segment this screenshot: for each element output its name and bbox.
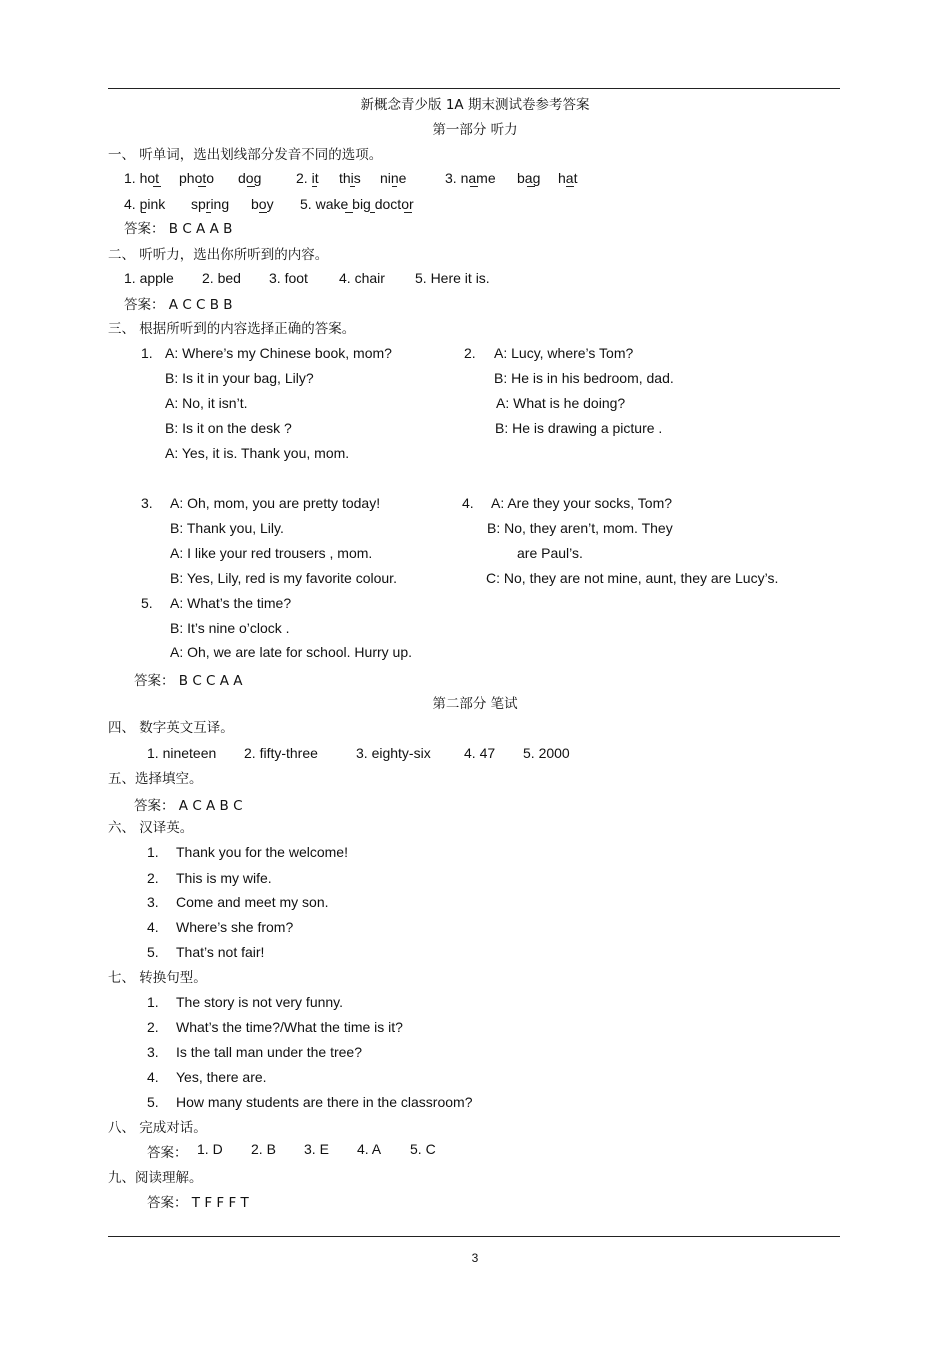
s7-num: 1. — [147, 994, 159, 1010]
s4-item-1: 1. nineteen — [147, 745, 217, 761]
s3-d3-num: 3. — [141, 495, 153, 511]
s4-item-2: 2. fifty-three — [244, 745, 318, 761]
s1-q5-word1: wake — [315, 196, 349, 212]
underline-mark — [470, 186, 478, 187]
s6-num: 1. — [147, 844, 159, 860]
s3-d2-num: 2. — [464, 345, 476, 361]
s7-num: 5. — [147, 1094, 159, 1110]
s3-d4-line: are Paul’s. — [517, 545, 583, 561]
s4-item-5: 5. 2000 — [523, 745, 570, 761]
s1-q1 — [124, 170, 159, 186]
s8-answer: 5. C — [410, 1141, 436, 1157]
s4-item-4: 4. 47 — [464, 745, 496, 761]
s1-q1-num: 1. — [124, 170, 136, 186]
s3-d2-line: A: What is he doing? — [496, 395, 626, 411]
section3-answer: 答案： B C C A A — [134, 673, 243, 689]
s1-q3-word3: hat — [558, 170, 578, 186]
section4-heading: 四、 数字英文互译。 — [108, 720, 234, 736]
s7-text: The story is not very funny. — [176, 994, 344, 1010]
s7-text: How many students are there in the classroom? — [176, 1094, 473, 1110]
section3-heading: 三、 根据所听到的内容选择正确的答案。 — [108, 321, 356, 337]
underline-mark — [206, 212, 211, 213]
s3-d2-line: A: Lucy, where’s Tom? — [494, 345, 634, 361]
s3-d1-line: A: No, it isn’t. — [165, 395, 248, 411]
s6-text: Come and meet my son. — [176, 894, 329, 910]
section5-answer: 答案： A C A B C — [134, 798, 243, 814]
s7-text: Is the tall man under the tree? — [176, 1044, 362, 1060]
s1-q4-word2: spring — [191, 196, 230, 212]
s3-d3-line: B: Thank you, Lily. — [170, 520, 284, 536]
section1-answer: 答案： B C A A B — [124, 221, 233, 237]
underline-mark — [350, 186, 355, 187]
s1-q4 — [124, 196, 165, 212]
s6-num: 4. — [147, 919, 159, 935]
s1-q3-word2: bag — [517, 170, 541, 186]
s1-q1-word3: dog — [238, 170, 262, 186]
s1-q3-word1: name — [460, 170, 496, 186]
s3-d2-line: B: He is drawing a picture . — [495, 420, 663, 436]
s1-q5-word2: big — [352, 196, 371, 212]
s2-item-1: 1. apple — [124, 270, 174, 286]
s7-num: 2. — [147, 1019, 159, 1035]
s1-q2-num: 2. — [296, 170, 308, 186]
s3-d4-line: B: No, they aren’t, mom. They — [487, 520, 673, 536]
s1-q3-num: 3. — [445, 170, 457, 186]
s1-q1-word2: photo — [179, 170, 215, 186]
section8-heading: 八、 完成对话。 — [108, 1120, 207, 1136]
s3-d1-line: B: Is it in your bag, Lily? — [165, 370, 314, 386]
s7-num: 3. — [147, 1044, 159, 1060]
underline-mark — [312, 186, 317, 187]
s1-q4-num: 4. — [124, 196, 136, 212]
page-number: 3 — [471, 1251, 479, 1265]
s6-num: 5. — [147, 944, 159, 960]
s8-answer: 4. A — [357, 1141, 382, 1157]
s3-d4-num: 4. — [462, 495, 474, 511]
s6-text: Where’s she from? — [176, 919, 294, 935]
s1-q4-word1: pink — [139, 196, 166, 212]
underline-mark — [259, 212, 267, 213]
s3-d2-line: B: He is in his bedroom, dad. — [494, 370, 674, 386]
s3-d5-num: 5. — [141, 595, 153, 611]
section9-heading: 九、阅读理解。 — [108, 1170, 203, 1186]
s3-d5-line: A: Oh, we are late for school. Hurry up. — [170, 644, 412, 660]
s3-d1-line: B: Is it on the desk ? — [165, 420, 292, 436]
s7-text: Yes, there are. — [176, 1069, 267, 1085]
s1-q4-word3: boy — [251, 196, 274, 212]
s3-d1-num: 1. — [141, 345, 153, 361]
s1-q2-word2: this — [339, 170, 361, 186]
underline-mark — [198, 186, 206, 187]
s3-d3-line: A: I like your red trousers , mom. — [170, 545, 373, 561]
underline-mark — [141, 212, 146, 213]
underline-mark — [566, 186, 574, 187]
page-title: 新概念青少版 1A 期末测试卷参考答案 — [360, 97, 590, 113]
section6-heading: 六、 汉译英。 — [108, 820, 194, 836]
s8-answer: 3. E — [304, 1141, 329, 1157]
underline-mark — [392, 186, 397, 187]
s1-q1-word1: hot — [139, 170, 160, 186]
s7-num: 4. — [147, 1069, 159, 1085]
s6-num: 3. — [147, 894, 159, 910]
section5-heading: 五、选择填空。 — [108, 771, 203, 787]
s1-q2 — [296, 170, 319, 186]
underline-mark — [404, 212, 412, 213]
part2-heading: 第二部分 笔试 — [432, 696, 518, 712]
s1-q2-word1: it — [311, 170, 319, 186]
s3-d5-line: B: It’s nine o’clock . — [170, 620, 290, 636]
s3-d3-line: A: Oh, mom, you are pretty today! — [170, 495, 381, 511]
s2-item-3: 3. foot — [269, 270, 308, 286]
section2-answer: 答案： A C C B B — [124, 297, 233, 313]
s3-d5-line: A: What’s the time? — [170, 595, 292, 611]
top-rule — [108, 88, 840, 89]
s2-item-4: 4. chair — [339, 270, 385, 286]
part1-heading: 第一部分 听力 — [432, 122, 518, 138]
s1-q5-word3: doctor — [374, 196, 414, 212]
s3-d4-line: C: No, they are not mine, aunt, they are Lucy’s. — [486, 570, 779, 586]
s6-text: That’s not fair! — [176, 944, 265, 960]
s3-d1-line: A: Yes, it is. Thank you, mom. — [165, 445, 350, 461]
section9-answer: 答案： T F F F T — [147, 1195, 249, 1211]
s2-item-2: 2. bed — [202, 270, 241, 286]
bottom-rule — [108, 1236, 840, 1237]
s3-d3-line: B: Yes, Lily, red is my favorite colour. — [170, 570, 397, 586]
s7-text: What’s the time?/What the time is it? — [176, 1019, 403, 1035]
s3-d4-line: A: Are they your socks, Tom? — [491, 495, 673, 511]
underline-mark — [153, 186, 161, 187]
s6-text: This is my wife. — [176, 870, 272, 886]
s1-q5 — [300, 196, 414, 212]
section7-heading: 七、 转换句型。 — [108, 970, 207, 986]
section1-heading: 一、 听单词，选出划线部分发音不同的选项。 — [108, 147, 383, 163]
s6-num: 2. — [147, 870, 159, 886]
s4-item-3: 3. eighty-six — [356, 745, 431, 761]
s6-text: Thank you for the welcome! — [176, 844, 348, 860]
s1-q2-word3: nine — [380, 170, 407, 186]
underline-mark — [247, 186, 255, 187]
s2-item-5: 5. Here it is. — [415, 270, 490, 286]
s8-answer: 2. B — [251, 1141, 276, 1157]
s1-q5-num: 5. — [300, 196, 312, 212]
s8-answer: 1. D — [197, 1141, 223, 1157]
section8-answer-label: 答案： — [147, 1145, 188, 1161]
underline-mark — [345, 212, 353, 213]
underline-mark — [527, 186, 535, 187]
s3-d1-line: A: Where’s my Chinese book, mom? — [165, 345, 392, 361]
section2-heading: 二、 听听力，选出你所听到的内容。 — [108, 247, 329, 263]
s1-q3 — [445, 170, 496, 186]
underline-mark — [370, 212, 375, 213]
